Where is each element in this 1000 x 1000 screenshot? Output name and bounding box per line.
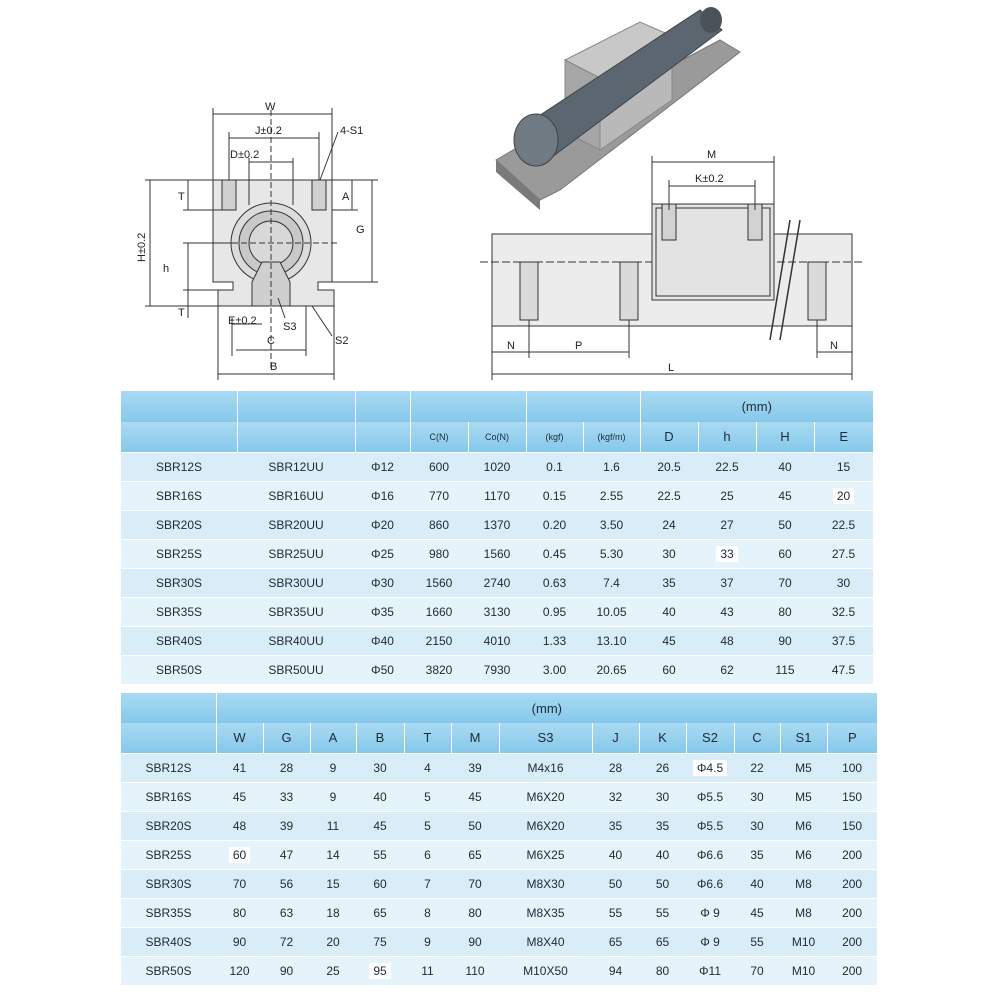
table-cell: 70 bbox=[216, 869, 263, 898]
table-cell: SBR12UU bbox=[237, 452, 355, 481]
table-cell: 40 bbox=[640, 597, 698, 626]
table-row bbox=[121, 510, 873, 539]
table-cell: M10 bbox=[780, 956, 827, 985]
table-cell: 200 bbox=[827, 869, 877, 898]
table-cell: 9 bbox=[310, 753, 356, 782]
table-row bbox=[121, 655, 873, 684]
table-cell: 80 bbox=[216, 898, 263, 927]
table-cell: 56 bbox=[263, 869, 310, 898]
table-cell: 3.00 bbox=[526, 655, 583, 684]
t2-head-sub-5: T bbox=[404, 723, 451, 753]
table-cell: 0.95 bbox=[526, 597, 583, 626]
table-cell: 90 bbox=[451, 927, 499, 956]
table-cell: 20.5 bbox=[640, 452, 698, 481]
table-cell: 1560 bbox=[468, 539, 526, 568]
bolt-pocket-left bbox=[222, 180, 236, 210]
table-cell: 18 bbox=[310, 898, 356, 927]
table-row bbox=[121, 927, 877, 956]
table-cell: 35 bbox=[592, 811, 639, 840]
table-cell: 35 bbox=[734, 840, 780, 869]
table-cell: SBR30UU bbox=[237, 568, 355, 597]
t2-head-sub-12: S1 bbox=[780, 723, 827, 753]
highlighted-value: Φ4.5 bbox=[693, 760, 727, 776]
t1-head-sub-6: (kgf/m) bbox=[583, 422, 640, 452]
label-4-s1: 4-S1 bbox=[340, 125, 364, 137]
table-cell bbox=[356, 956, 404, 985]
table1-header-sub bbox=[121, 422, 873, 452]
table-cell: Φ 9 bbox=[686, 898, 734, 927]
table-cell: Φ20 bbox=[355, 510, 410, 539]
label-t-top: T bbox=[178, 191, 185, 203]
t2-head-sub-3: A bbox=[310, 723, 356, 753]
table-cell: 200 bbox=[827, 898, 877, 927]
table-row bbox=[121, 597, 873, 626]
spec-table-2 bbox=[121, 693, 877, 985]
table-cell: 30 bbox=[356, 753, 404, 782]
label-w: W bbox=[265, 101, 276, 113]
table-cell: 1.33 bbox=[526, 626, 583, 655]
t2-head-top-0 bbox=[121, 693, 216, 723]
table-cell: 55 bbox=[734, 927, 780, 956]
table-cell: Φ16 bbox=[355, 481, 410, 510]
table-cell: 45 bbox=[756, 481, 814, 510]
table-cell: SBR25S bbox=[121, 840, 216, 869]
t1-head-sub-0 bbox=[121, 422, 237, 452]
table-cell: 60 bbox=[640, 655, 698, 684]
label-t-bottom: T bbox=[178, 307, 185, 319]
table-cell: M8X30 bbox=[499, 869, 592, 898]
leader-s1 bbox=[320, 132, 338, 180]
table-cell: 50 bbox=[756, 510, 814, 539]
table-cell: SBR40S bbox=[121, 626, 237, 655]
table-cell: M10 bbox=[780, 927, 827, 956]
table-cell: M4x16 bbox=[499, 753, 592, 782]
table-cell: 8 bbox=[404, 898, 451, 927]
table-cell: Φ 9 bbox=[686, 927, 734, 956]
table-cell: 48 bbox=[698, 626, 756, 655]
table-cell: SBR50UU bbox=[237, 655, 355, 684]
table-cell: 0.45 bbox=[526, 539, 583, 568]
table-cell: 80 bbox=[451, 898, 499, 927]
table-cell: M8 bbox=[780, 898, 827, 927]
t1-head-top-1 bbox=[237, 391, 355, 422]
table-cell: 0.20 bbox=[526, 510, 583, 539]
table-cell: Φ5.5 bbox=[686, 811, 734, 840]
technical-drawing bbox=[0, 0, 1000, 390]
table-cell: Φ11 bbox=[686, 956, 734, 985]
table1-header-top bbox=[121, 391, 873, 422]
table2-header-top bbox=[121, 693, 877, 723]
label-j: J±0.2 bbox=[255, 125, 282, 137]
table-cell: Φ50 bbox=[355, 655, 410, 684]
t2-head-sub-11: C bbox=[734, 723, 780, 753]
table-cell: Φ5.5 bbox=[686, 782, 734, 811]
table2-body bbox=[121, 753, 877, 985]
table-cell: 1370 bbox=[468, 510, 526, 539]
t1-head-sub-5: (kgf) bbox=[526, 422, 583, 452]
table-cell: 200 bbox=[827, 956, 877, 985]
table-cell: 25 bbox=[310, 956, 356, 985]
table-cell: 2.55 bbox=[583, 481, 640, 510]
t1-head-top-2 bbox=[355, 391, 410, 422]
table-cell: 15 bbox=[310, 869, 356, 898]
table-cell: Φ12 bbox=[355, 452, 410, 481]
t2-head-sub-9: K bbox=[639, 723, 686, 753]
table-cell: 35 bbox=[640, 568, 698, 597]
table-cell: M5 bbox=[780, 753, 827, 782]
table-cell: SBR35S bbox=[121, 597, 237, 626]
table-cell: 43 bbox=[698, 597, 756, 626]
t2-head-sub-10: S2 bbox=[686, 723, 734, 753]
table-cell: SBR20UU bbox=[237, 510, 355, 539]
shaft-end bbox=[514, 114, 558, 166]
label-s2: S2 bbox=[335, 335, 349, 347]
table-row bbox=[121, 898, 877, 927]
table-cell: 60 bbox=[356, 869, 404, 898]
label-n-left: N bbox=[507, 340, 515, 352]
table-cell: M8 bbox=[780, 869, 827, 898]
table-cell: 200 bbox=[827, 840, 877, 869]
table-cell: 45 bbox=[356, 811, 404, 840]
table-cell: 860 bbox=[410, 510, 468, 539]
table-cell: 30 bbox=[734, 782, 780, 811]
t1-head-sub-1 bbox=[237, 422, 355, 452]
table-cell: SBR20S bbox=[121, 811, 216, 840]
table-row bbox=[121, 840, 877, 869]
table-cell: 48 bbox=[216, 811, 263, 840]
table-cell: 62 bbox=[698, 655, 756, 684]
table-cell: 30 bbox=[734, 811, 780, 840]
t1-head-sub-10: E bbox=[814, 422, 873, 452]
table-cell: 150 bbox=[827, 782, 877, 811]
table-cell: 22 bbox=[734, 753, 780, 782]
t1-head-top-mm: (mm) bbox=[640, 391, 873, 422]
table-cell: M5 bbox=[780, 782, 827, 811]
table-cell: SBR40UU bbox=[237, 626, 355, 655]
label-b: B bbox=[270, 361, 278, 373]
highlighted-value: 33 bbox=[716, 546, 737, 562]
table-cell: 1020 bbox=[468, 452, 526, 481]
table-cell: Φ6.6 bbox=[686, 840, 734, 869]
table-cell: 5 bbox=[404, 782, 451, 811]
table-row bbox=[121, 869, 877, 898]
table-cell: 3820 bbox=[410, 655, 468, 684]
table-cell: 50 bbox=[451, 811, 499, 840]
t2-head-sub-4: B bbox=[356, 723, 404, 753]
t2-head-sub-1: W bbox=[216, 723, 263, 753]
table-row bbox=[121, 626, 873, 655]
table-cell: 37 bbox=[698, 568, 756, 597]
label-d: D±0.2 bbox=[230, 149, 260, 161]
table-cell: 39 bbox=[263, 811, 310, 840]
table-cell: 1560 bbox=[410, 568, 468, 597]
table-cell: Φ40 bbox=[355, 626, 410, 655]
table-cell: 0.1 bbox=[526, 452, 583, 481]
table-cell: 20 bbox=[310, 927, 356, 956]
table-cell: SBR25UU bbox=[237, 539, 355, 568]
table-cell: 40 bbox=[356, 782, 404, 811]
t2-head-sub-2: G bbox=[263, 723, 310, 753]
table-cell: Φ35 bbox=[355, 597, 410, 626]
table-cell: 55 bbox=[639, 898, 686, 927]
table-row bbox=[121, 452, 873, 481]
table-cell: 65 bbox=[639, 927, 686, 956]
table-cell: 1660 bbox=[410, 597, 468, 626]
table-cell: 115 bbox=[756, 655, 814, 684]
table-row bbox=[121, 956, 877, 985]
table-cell: 94 bbox=[592, 956, 639, 985]
table-cell: 40 bbox=[592, 840, 639, 869]
label-h-big: H±0.2 bbox=[136, 232, 148, 262]
label-k: K±0.2 bbox=[695, 173, 724, 185]
table-cell: 3130 bbox=[468, 597, 526, 626]
table-cell: 40 bbox=[756, 452, 814, 481]
t1-head-sub-3: C(N) bbox=[410, 422, 468, 452]
table-cell: 45 bbox=[216, 782, 263, 811]
table-cell: 75 bbox=[356, 927, 404, 956]
table-cell: Φ30 bbox=[355, 568, 410, 597]
table-cell: 47.5 bbox=[814, 655, 873, 684]
table-cell: M8X35 bbox=[499, 898, 592, 927]
table-cell: SBR30S bbox=[121, 869, 216, 898]
table-cell: 28 bbox=[592, 753, 639, 782]
t2-head-top-mm: (mm) bbox=[216, 693, 877, 723]
table-cell: 9 bbox=[404, 927, 451, 956]
table-cell: 45 bbox=[640, 626, 698, 655]
table-cell: 20.65 bbox=[583, 655, 640, 684]
label-a: A bbox=[342, 191, 350, 203]
table-cell: 37.5 bbox=[814, 626, 873, 655]
t2-head-sub-8: J bbox=[592, 723, 639, 753]
table-cell: 7930 bbox=[468, 655, 526, 684]
table-cell: M6 bbox=[780, 811, 827, 840]
table-cell: 45 bbox=[734, 898, 780, 927]
table-cell: 80 bbox=[639, 956, 686, 985]
highlighted-value: 95 bbox=[369, 963, 390, 979]
table-cell: 24 bbox=[640, 510, 698, 539]
table-row bbox=[121, 481, 873, 510]
table-cell: 770 bbox=[410, 481, 468, 510]
table-cell: 110 bbox=[451, 956, 499, 985]
table-cell: 600 bbox=[410, 452, 468, 481]
table-cell: 72 bbox=[263, 927, 310, 956]
table-cell: 150 bbox=[827, 811, 877, 840]
table-cell: SBR12S bbox=[121, 452, 237, 481]
table-row bbox=[121, 539, 873, 568]
table-cell: M10X50 bbox=[499, 956, 592, 985]
table-cell: 65 bbox=[592, 927, 639, 956]
t1-head-sub-2 bbox=[355, 422, 410, 452]
table-cell: 33 bbox=[263, 782, 310, 811]
table-cell: 55 bbox=[356, 840, 404, 869]
table1-body bbox=[121, 452, 873, 684]
label-e: E±0.2 bbox=[228, 315, 257, 327]
table-cell: M8X40 bbox=[499, 927, 592, 956]
table-cell: M6X20 bbox=[499, 782, 592, 811]
table-cell: 200 bbox=[827, 927, 877, 956]
table-cell bbox=[686, 753, 734, 782]
table-cell: 90 bbox=[756, 626, 814, 655]
bolt-pocket-right bbox=[312, 180, 326, 210]
table-cell: 30 bbox=[640, 539, 698, 568]
label-l: L bbox=[668, 362, 675, 374]
table-cell: SBR40S bbox=[121, 927, 216, 956]
t2-head-sub-6: M bbox=[451, 723, 499, 753]
table-cell: 63 bbox=[263, 898, 310, 927]
table-cell: 2740 bbox=[468, 568, 526, 597]
table-cell: SBR35S bbox=[121, 898, 216, 927]
table-cell: 39 bbox=[451, 753, 499, 782]
table-cell bbox=[698, 539, 756, 568]
table-cell: 22.5 bbox=[814, 510, 873, 539]
table-cell: 22.5 bbox=[698, 452, 756, 481]
table-cell: 41 bbox=[216, 753, 263, 782]
table-cell: 45 bbox=[451, 782, 499, 811]
table-cell: 40 bbox=[639, 840, 686, 869]
table-cell: 90 bbox=[263, 956, 310, 985]
table-cell: SBR16UU bbox=[237, 481, 355, 510]
table-cell: 70 bbox=[734, 956, 780, 985]
table-cell: 15 bbox=[814, 452, 873, 481]
t1-head-sub-8: h bbox=[698, 422, 756, 452]
table-cell: 4010 bbox=[468, 626, 526, 655]
table-cell: M6 bbox=[780, 840, 827, 869]
table-cell: 80 bbox=[756, 597, 814, 626]
table-cell: 0.15 bbox=[526, 481, 583, 510]
table-cell: 100 bbox=[827, 753, 877, 782]
table-cell: SBR35UU bbox=[237, 597, 355, 626]
table-cell: SBR12S bbox=[121, 753, 216, 782]
table-cell: 120 bbox=[216, 956, 263, 985]
table-cell: 5 bbox=[404, 811, 451, 840]
table-cell: SBR50S bbox=[121, 655, 237, 684]
table2-header-sub bbox=[121, 723, 877, 753]
table-cell: 60 bbox=[756, 539, 814, 568]
table-cell: 70 bbox=[451, 869, 499, 898]
highlighted-value: 20 bbox=[833, 488, 854, 504]
table-row bbox=[121, 782, 877, 811]
table-cell: 3.50 bbox=[583, 510, 640, 539]
table-cell bbox=[216, 840, 263, 869]
table-cell: SBR20S bbox=[121, 510, 237, 539]
t2-head-sub-13: P bbox=[827, 723, 877, 753]
table-cell: 65 bbox=[356, 898, 404, 927]
table-cell: SBR50S bbox=[121, 956, 216, 985]
table-cell: 0.63 bbox=[526, 568, 583, 597]
table-cell bbox=[814, 481, 873, 510]
table-cell: 26 bbox=[639, 753, 686, 782]
table-cell: 70 bbox=[756, 568, 814, 597]
table-cell: 7 bbox=[404, 869, 451, 898]
table-cell: 9 bbox=[310, 782, 356, 811]
table-cell: 47 bbox=[263, 840, 310, 869]
table-cell: 10.05 bbox=[583, 597, 640, 626]
table-cell: M6X20 bbox=[499, 811, 592, 840]
table-cell: 27.5 bbox=[814, 539, 873, 568]
table-cell: 13.10 bbox=[583, 626, 640, 655]
table-cell: 55 bbox=[592, 898, 639, 927]
table-cell: 7.4 bbox=[583, 568, 640, 597]
t1-head-sub-9: H bbox=[756, 422, 814, 452]
drawing-svg bbox=[0, 0, 1000, 390]
table-cell: SBR25S bbox=[121, 539, 237, 568]
t1-head-top-3 bbox=[410, 391, 526, 422]
t1-head-top-4 bbox=[526, 391, 640, 422]
table-cell: SBR16S bbox=[121, 481, 237, 510]
table-cell: 28 bbox=[263, 753, 310, 782]
label-c: C bbox=[267, 335, 275, 347]
table-cell: 25 bbox=[698, 481, 756, 510]
table-cell: 32 bbox=[592, 782, 639, 811]
table-cell: 90 bbox=[216, 927, 263, 956]
table-cell: 4 bbox=[404, 753, 451, 782]
t2-head-sub-0 bbox=[121, 723, 216, 753]
leader-s2 bbox=[312, 306, 332, 336]
table-cell: 11 bbox=[310, 811, 356, 840]
table-row bbox=[121, 568, 873, 597]
t1-head-sub-7: D bbox=[640, 422, 698, 452]
table-cell: 1170 bbox=[468, 481, 526, 510]
table-cell: 40 bbox=[734, 869, 780, 898]
table-cell: 22.5 bbox=[640, 481, 698, 510]
table-cell: Φ25 bbox=[355, 539, 410, 568]
table-cell: 14 bbox=[310, 840, 356, 869]
table-cell: 980 bbox=[410, 539, 468, 568]
table-cell: 30 bbox=[639, 782, 686, 811]
label-n-right: N bbox=[830, 340, 838, 352]
table-cell: 32.5 bbox=[814, 597, 873, 626]
table-cell: 2150 bbox=[410, 626, 468, 655]
table-cell: SBR30S bbox=[121, 568, 237, 597]
table-row bbox=[121, 753, 877, 782]
table-cell: 6 bbox=[404, 840, 451, 869]
label-h-small: h bbox=[163, 263, 170, 275]
table-cell: 30 bbox=[814, 568, 873, 597]
table-cell: 1.6 bbox=[583, 452, 640, 481]
highlighted-value: 60 bbox=[229, 847, 250, 863]
label-m: M bbox=[707, 149, 717, 161]
table-cell: 27 bbox=[698, 510, 756, 539]
t1-head-top-0 bbox=[121, 391, 237, 422]
spec-table-1 bbox=[121, 391, 873, 684]
table-cell: 65 bbox=[451, 840, 499, 869]
table-cell: 11 bbox=[404, 956, 451, 985]
label-g: G bbox=[356, 224, 365, 236]
label-p: P bbox=[575, 340, 583, 352]
table-cell: Φ6.6 bbox=[686, 869, 734, 898]
table-cell: 50 bbox=[639, 869, 686, 898]
table-cell: 35 bbox=[639, 811, 686, 840]
table-cell: M6X25 bbox=[499, 840, 592, 869]
table-cell: 5.30 bbox=[583, 539, 640, 568]
t1-head-sub-4: Co(N) bbox=[468, 422, 526, 452]
table-row bbox=[121, 811, 877, 840]
label-s3: S3 bbox=[283, 321, 297, 333]
table-cell: 50 bbox=[592, 869, 639, 898]
t2-head-sub-7: S3 bbox=[499, 723, 592, 753]
table-cell: SBR16S bbox=[121, 782, 216, 811]
